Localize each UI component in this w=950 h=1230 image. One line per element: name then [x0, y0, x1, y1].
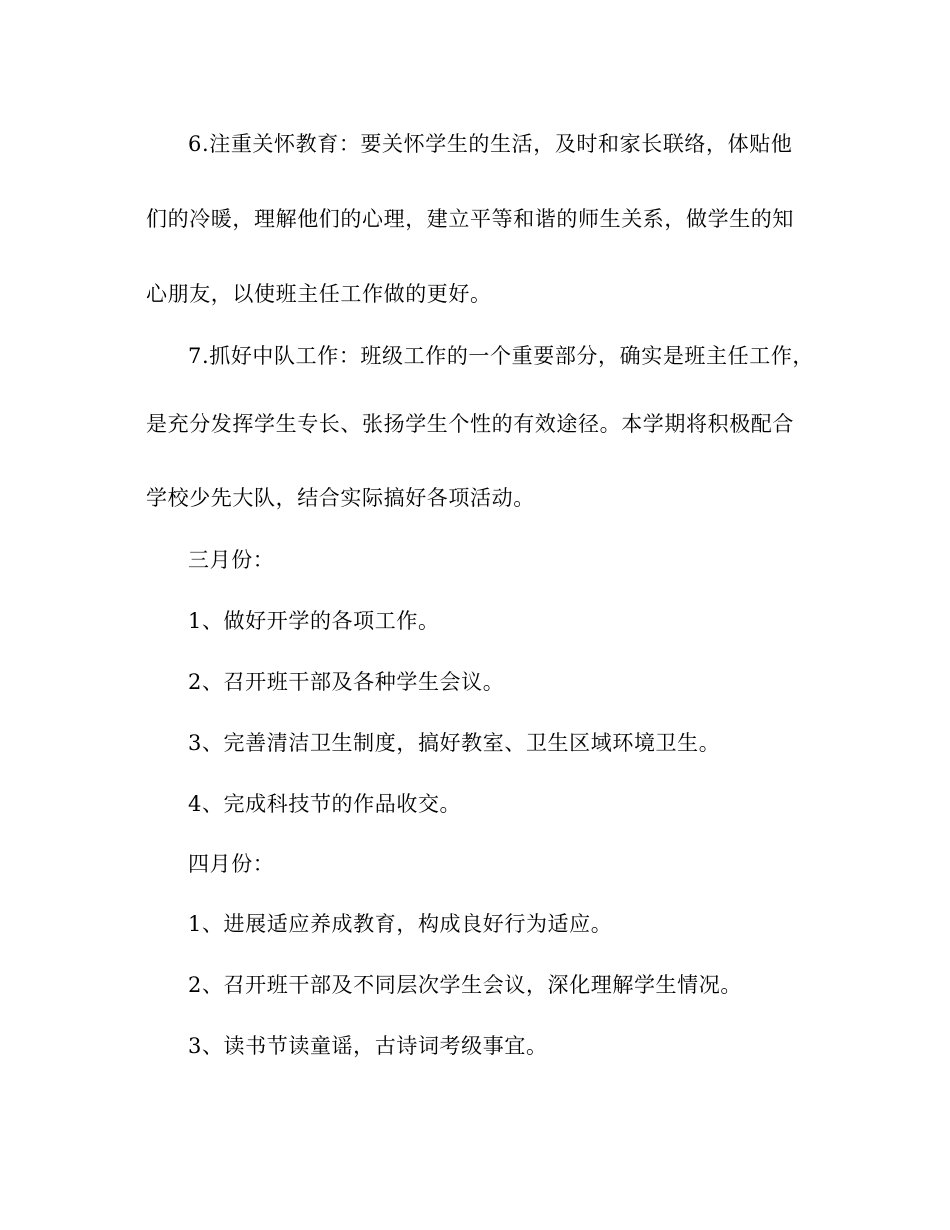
paragraph-7-line-3: 学校少先大队，结合实际搞好各项活动。	[146, 486, 535, 510]
march-heading: 三月份：	[188, 548, 275, 572]
april-heading: 四月份：	[188, 852, 275, 876]
paragraph-6-line-1: 6.注重关怀教育：要关怀学生的生活，及时和家长联络，体贴他	[188, 132, 793, 156]
paragraph-7-line-1: 7.抓好中队工作：班级工作的一个重要部分，确实是班主任工作，	[188, 344, 815, 368]
paragraph-7-line-2: 是充分发挥学生专长、张扬学生个性的有效途径。本学期将积极配合	[146, 412, 794, 436]
march-item-3: 3、完善清洁卫生制度，搞好教室、卫生区域环境卫生。	[188, 731, 721, 755]
march-item-2: 2、召开班干部及各种学生会议。	[188, 670, 505, 694]
paragraph-6-line-2: 们的冷暖，理解他们的心理，建立平等和谐的师生关系，做学生的知	[146, 207, 794, 231]
march-item-1: 1、做好开学的各项工作。	[188, 609, 440, 633]
april-item-1: 1、进展适应养成教育，构成良好行为适应。	[188, 912, 613, 936]
april-item-2: 2、召开班干部及不同层次学生会议，深化理解学生情况。	[188, 973, 742, 997]
april-item-3: 3、读书节读童谣，古诗词考级事宜。	[188, 1034, 548, 1058]
march-item-4: 4、完成科技节的作品收交。	[188, 792, 462, 816]
paragraph-6-line-3: 心朋友，以使班主任工作做的更好。	[146, 282, 492, 306]
